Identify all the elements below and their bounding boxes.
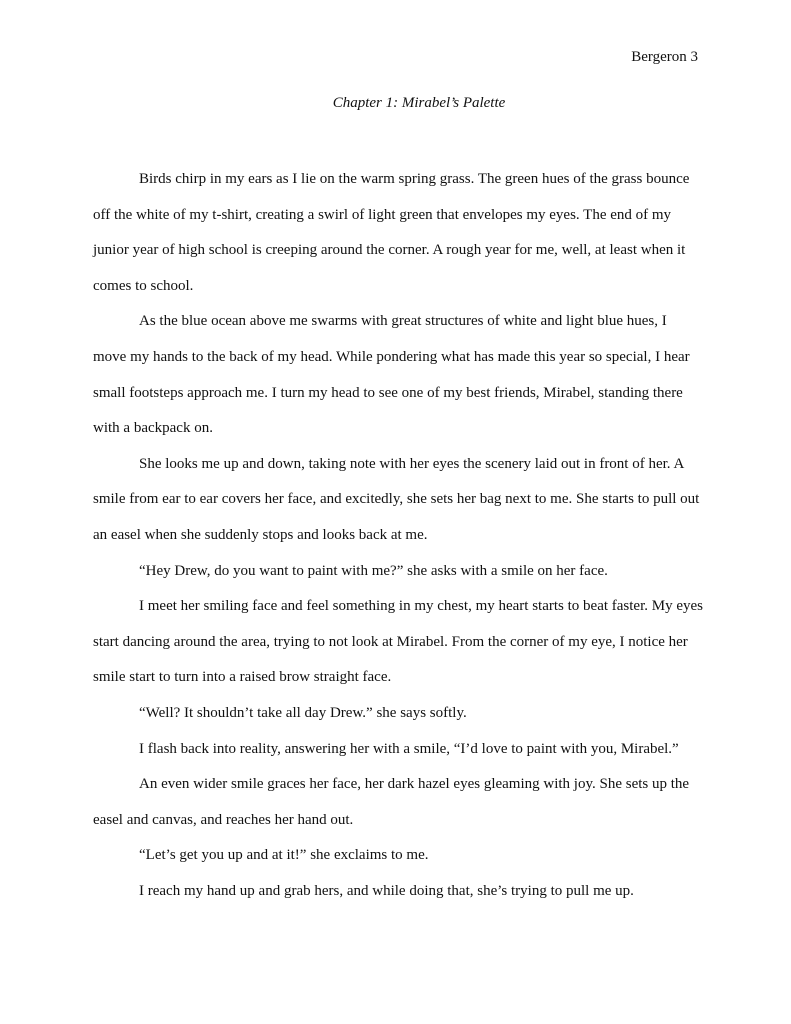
body-text [93,162,703,909]
paragraph: “Let’s get you up and at it!” she exclaims to me. [139,847,429,864]
paragraph: As the blue ocean above me swarms with great structures of white and light blue hues, I move my hands to the back of my head. While pondering what has made this year so special, I hear small footsteps approach me. I turn my head to see one of my best friends, Mirabel, standing there with a backpack on. [93,313,690,437]
paragraph: “Hey Drew, do you want to paint with me?” she asks with a smile on her face. [139,562,608,579]
paragraph: I meet her smiling face and feel something in my chest, my heart starts to beat faster. My eyes start dancing around the area, trying to not look at Mirabel. From the corner of my eye, I notice her smile start to turn into a raised brow straight face. [93,598,703,686]
paragraph: An even wider smile graces her face, her dark hazel eyes gleaming with joy. She sets up the easel and canvas, and reaches her hand out. [93,776,690,828]
page-header: Bergeron 3 [631,49,698,65]
paragraph: She looks me up and down, taking note with her eyes the scenery laid out in front of her. A smile from ear to ear covers her face, and excitedly, she sets her bag next to me. She starts to pull out an easel when she suddenly stops and looks back at me. [93,455,700,543]
paragraph: “Well? It shouldn’t take all day Drew.” she says softly. [139,704,467,721]
paragraph: I flash back into reality, answering her with a smile, “I’d love to paint with you, Mirabel.” [139,740,679,757]
paragraph: Birds chirp in my ears as I lie on the warm spring grass. The green hues of the grass bounce off the white of my t-shirt, creating a swirl of light green that envelopes my eyes. The end of my junior year of high school is creeping around the corner. A rough year for me, well, at least when it comes to school. [93,171,690,294]
chapter-title: Chapter 1: Mirabel’s Palette [332,95,506,111]
paragraph: I reach my hand up and grab hers, and while doing that, she’s trying to pull me up. [139,882,634,899]
